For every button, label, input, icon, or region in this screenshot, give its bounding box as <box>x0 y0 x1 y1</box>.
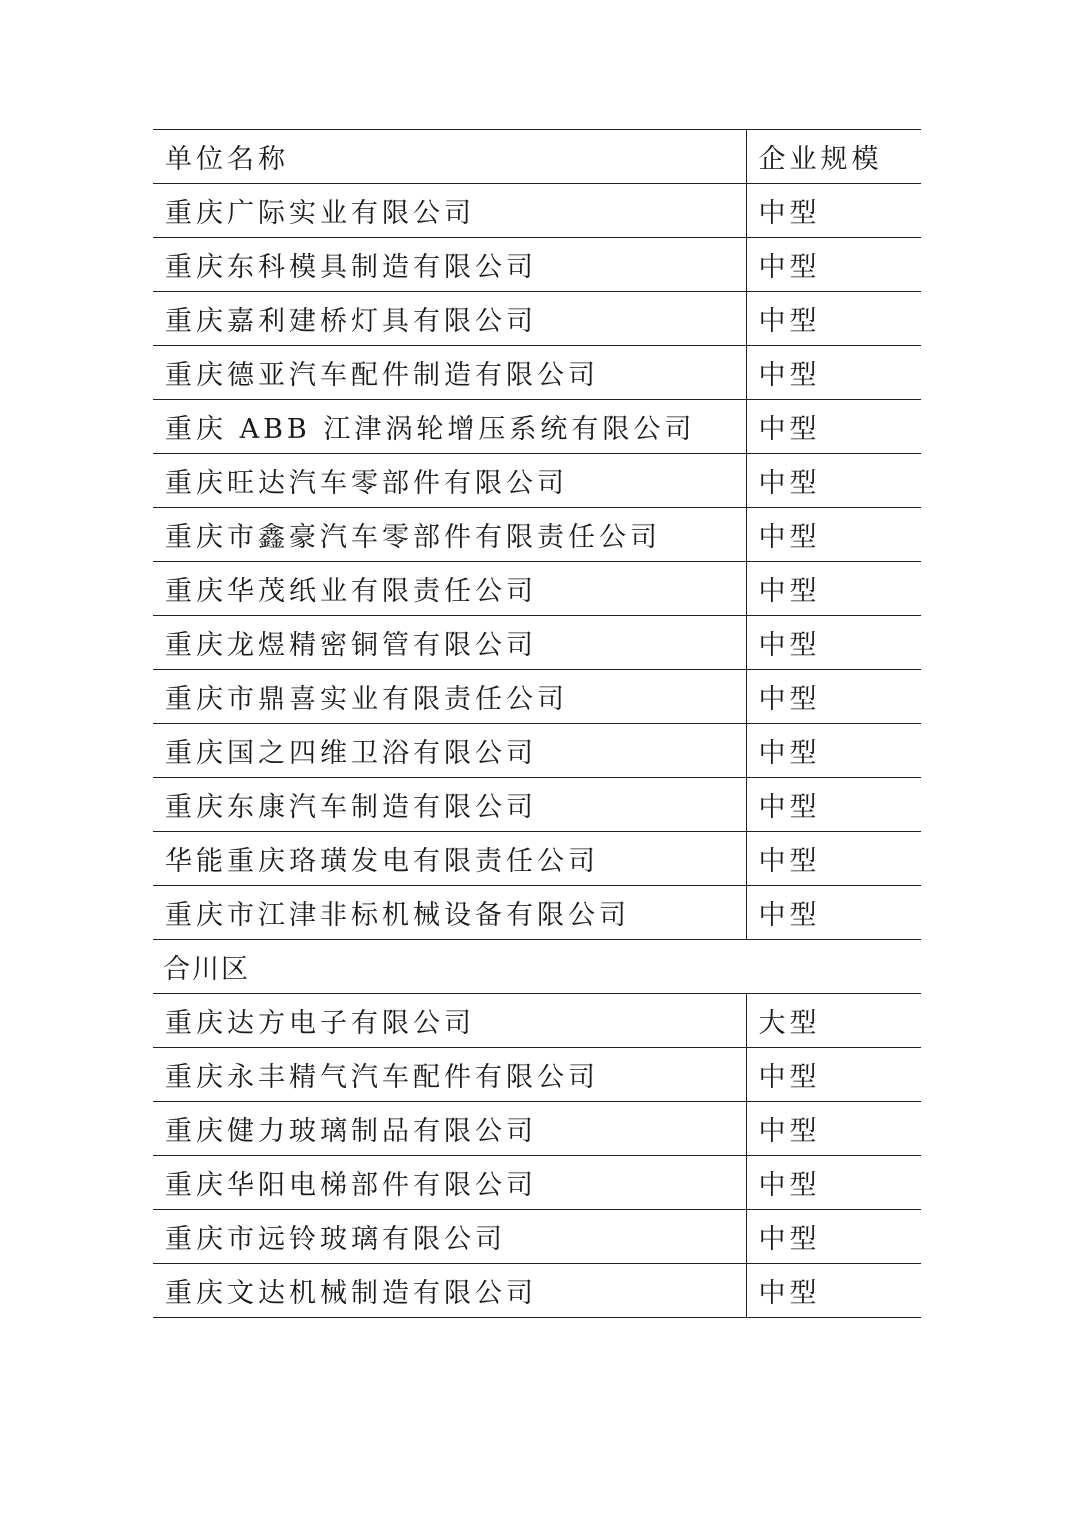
enterprise-size-cell: 中型 <box>746 508 921 562</box>
enterprise-size-cell: 中型 <box>746 1156 921 1210</box>
table-row <box>153 994 921 1048</box>
enterprise-size-cell: 中型 <box>746 832 921 886</box>
table-row <box>153 1264 921 1318</box>
table-row <box>153 238 921 292</box>
company-name-cell: 重庆龙煜精密铜管有限公司 <box>153 616 746 670</box>
enterprise-size-cell: 中型 <box>746 1048 921 1102</box>
table-row <box>153 562 921 616</box>
enterprise-size-cell: 中型 <box>746 184 921 238</box>
company-name-cell: 重庆市鼎喜实业有限责任公司 <box>153 670 746 724</box>
table-row <box>153 454 921 508</box>
company-name-cell: 华能重庆珞璜发电有限责任公司 <box>153 832 746 886</box>
enterprise-size-cell: 中型 <box>746 1264 921 1318</box>
company-name-cell: 重庆永丰精气汽车配件有限公司 <box>153 1048 746 1102</box>
enterprise-size-cell: 中型 <box>746 670 921 724</box>
table-row <box>153 778 921 832</box>
table-row <box>153 1210 921 1264</box>
enterprise-size-cell: 中型 <box>746 292 921 346</box>
header-enterprise-size: 企业规模 <box>746 130 921 184</box>
table-row <box>153 1156 921 1210</box>
company-name-cell: 重庆国之四维卫浴有限公司 <box>153 724 746 778</box>
table-row <box>153 724 921 778</box>
table-body <box>153 184 921 1318</box>
company-name-cell: 重庆华茂纸业有限责任公司 <box>153 562 746 616</box>
enterprise-size-cell: 中型 <box>746 562 921 616</box>
table-row <box>153 832 921 886</box>
table-row <box>153 292 921 346</box>
enterprise-size-cell: 中型 <box>746 346 921 400</box>
table-row <box>153 508 921 562</box>
table-row <box>153 184 921 238</box>
company-name-cell: 重庆旺达汽车零部件有限公司 <box>153 454 746 508</box>
enterprise-size-cell: 大型 <box>746 994 921 1048</box>
company-name-cell: 重庆东科模具制造有限公司 <box>153 238 746 292</box>
enterprise-size-cell: 中型 <box>746 454 921 508</box>
company-name-cell: 重庆达方电子有限公司 <box>153 994 746 1048</box>
company-name-cell: 重庆 ABB 江津涡轮增压系统有限公司 <box>153 400 746 454</box>
enterprise-size-cell: 中型 <box>746 778 921 832</box>
enterprise-size-cell: 中型 <box>746 724 921 778</box>
company-name-cell: 重庆德亚汽车配件制造有限公司 <box>153 346 746 400</box>
company-name-cell: 重庆市鑫豪汽车零部件有限责任公司 <box>153 508 746 562</box>
table-row <box>153 1102 921 1156</box>
table-row <box>153 886 921 940</box>
table-row <box>153 670 921 724</box>
section-header-row <box>153 940 921 994</box>
section-title: 合川区 <box>153 940 921 994</box>
company-name-cell: 重庆文达机械制造有限公司 <box>153 1264 746 1318</box>
company-name-cell: 重庆华阳电梯部件有限公司 <box>153 1156 746 1210</box>
enterprise-size-cell: 中型 <box>746 1210 921 1264</box>
enterprise-size-cell: 中型 <box>746 616 921 670</box>
table-row <box>153 346 921 400</box>
table-row <box>153 400 921 454</box>
company-name-cell: 重庆市江津非标机械设备有限公司 <box>153 886 746 940</box>
table-row <box>153 616 921 670</box>
table-header-row <box>153 130 921 184</box>
header-unit-name: 单位名称 <box>153 130 746 184</box>
company-name-cell: 重庆嘉利建桥灯具有限公司 <box>153 292 746 346</box>
enterprise-size-cell: 中型 <box>746 238 921 292</box>
table-row <box>153 1048 921 1102</box>
enterprise-table <box>153 129 921 1318</box>
company-name-cell: 重庆广际实业有限公司 <box>153 184 746 238</box>
company-name-cell: 重庆健力玻璃制品有限公司 <box>153 1102 746 1156</box>
company-name-cell: 重庆东康汽车制造有限公司 <box>153 778 746 832</box>
company-name-cell: 重庆市远铃玻璃有限公司 <box>153 1210 746 1264</box>
enterprise-size-cell: 中型 <box>746 886 921 940</box>
enterprise-size-cell: 中型 <box>746 1102 921 1156</box>
enterprise-size-cell: 中型 <box>746 400 921 454</box>
